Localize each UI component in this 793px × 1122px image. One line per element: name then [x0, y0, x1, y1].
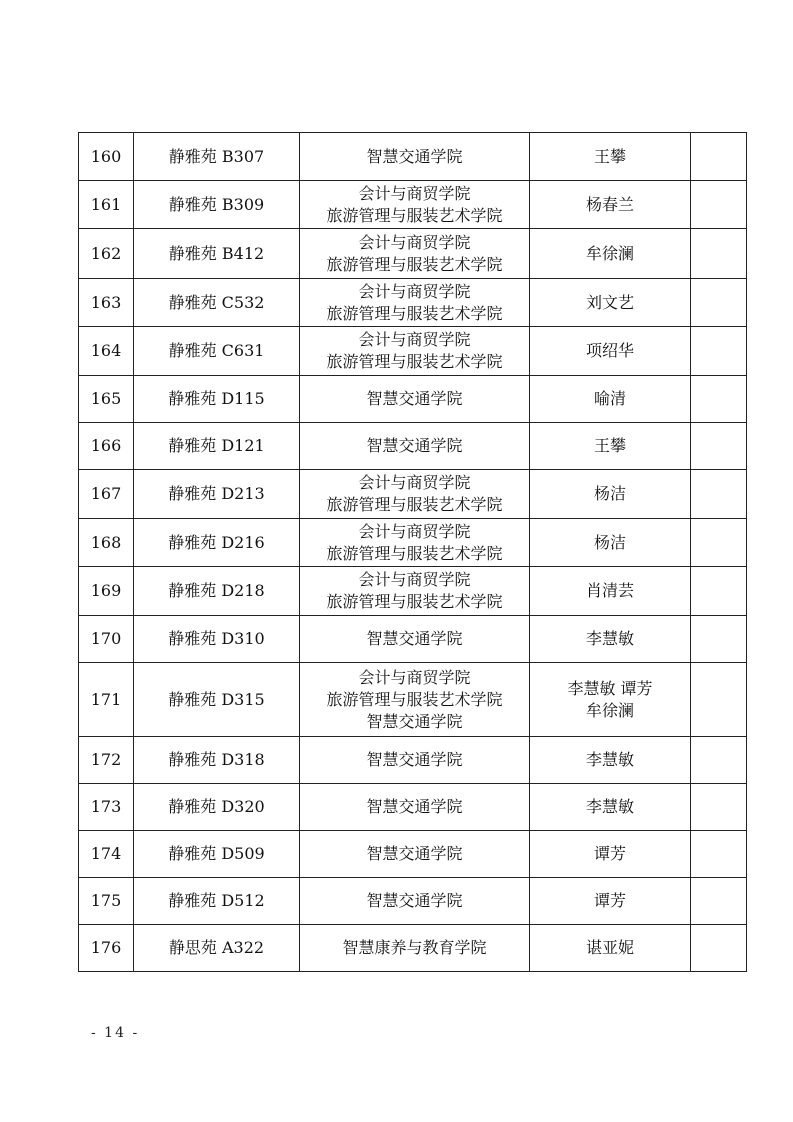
room-cell: 静雅苑 D310 [134, 616, 300, 663]
room-cell: 静雅苑 D213 [134, 470, 300, 519]
college-cell-line: 会计与商贸学院 [358, 667, 471, 687]
remark-cell [691, 181, 747, 229]
room-cell: 静雅苑 D121 [134, 423, 300, 470]
counselor-cell [530, 423, 691, 470]
college-cell [300, 376, 530, 423]
counselor-cell [530, 229, 691, 279]
table-row [79, 925, 747, 972]
remark-cell [691, 327, 747, 376]
counselor-cell [530, 376, 691, 423]
college-cell [300, 181, 530, 229]
college-cell-line: 智慧交通学院 [366, 797, 463, 816]
counselor-cell-line: 杨洁 [593, 532, 626, 552]
table-row [79, 181, 747, 229]
remark-cell [691, 616, 747, 663]
room-cell: 静雅苑 C532 [134, 279, 300, 327]
room-cell: 静雅苑 D315 [134, 663, 300, 737]
table-row [79, 423, 747, 470]
college-cell [300, 229, 530, 279]
college-cell-line: 会计与商贸学院 [358, 330, 471, 349]
college-cell [300, 784, 530, 831]
room-cell: 静雅苑 D509 [134, 831, 300, 878]
table-row [79, 470, 747, 519]
room-cell: 静雅苑 D115 [134, 376, 300, 423]
counselor-cell-line: 谌亚妮 [585, 938, 634, 957]
table-row [79, 663, 747, 737]
row-number-cell: 166 [79, 423, 134, 470]
row-number-cell: 165 [79, 376, 134, 423]
row-number-cell: 168 [79, 519, 134, 567]
college-cell-line: 旅游管理与服装艺术学院 [326, 303, 503, 323]
college-cell-line: 智慧交通学院 [366, 891, 463, 910]
college-cell [300, 616, 530, 663]
row-number-cell: 174 [79, 831, 134, 878]
counselor-cell [530, 784, 691, 831]
row-number-cell: 172 [79, 737, 134, 784]
college-cell [300, 831, 530, 878]
college-cell-line: 会计与商贸学院 [358, 232, 471, 252]
remark-cell [691, 831, 747, 878]
college-cell [300, 663, 530, 737]
counselor-cell-line: 刘文艺 [585, 292, 634, 312]
counselor-cell [530, 925, 691, 972]
college-cell [300, 423, 530, 470]
row-number-cell: 175 [79, 878, 134, 925]
counselor-cell [530, 279, 691, 327]
college-cell-line: 会计与商贸学院 [358, 281, 471, 301]
table-row [79, 567, 747, 616]
row-number-cell: 173 [79, 784, 134, 831]
dormitory-assignment-table [78, 132, 747, 972]
college-cell-line: 旅游管理与服装艺术学院 [326, 592, 503, 611]
remark-cell [691, 229, 747, 279]
room-cell: 静雅苑 B307 [134, 133, 300, 181]
counselor-cell [530, 831, 691, 878]
counselor-cell-line: 项绍华 [585, 341, 634, 360]
counselor-cell-line: 肖清芸 [585, 581, 634, 600]
counselor-cell [530, 470, 691, 519]
row-number-cell: 160 [79, 133, 134, 181]
remark-cell [691, 279, 747, 327]
remark-cell [691, 567, 747, 616]
counselor-cell-line: 李慧敏 [585, 750, 634, 769]
counselor-cell-line: 李慧敏 [585, 797, 634, 816]
college-cell [300, 133, 530, 181]
college-cell-line: 智慧康养与教育学院 [342, 938, 487, 957]
table-row [79, 737, 747, 784]
college-cell-line: 旅游管理与服装艺术学院 [326, 689, 503, 709]
room-cell: 静思苑 A322 [134, 925, 300, 972]
college-cell-line: 旅游管理与服装艺术学院 [326, 543, 503, 563]
remark-cell [691, 519, 747, 567]
remark-cell [691, 423, 747, 470]
counselor-cell [530, 327, 691, 376]
college-cell-line: 旅游管理与服装艺术学院 [326, 205, 503, 225]
table-row [79, 327, 747, 376]
college-cell [300, 327, 530, 376]
remark-cell [691, 784, 747, 831]
row-number-cell: 161 [79, 181, 134, 229]
college-cell [300, 470, 530, 519]
remark-cell [691, 925, 747, 972]
counselor-cell [530, 663, 691, 737]
row-number-cell: 169 [79, 567, 134, 616]
counselor-cell [530, 567, 691, 616]
college-cell-line: 会计与商贸学院 [358, 183, 471, 203]
remark-cell [691, 737, 747, 784]
room-cell: 静雅苑 B412 [134, 229, 300, 279]
room-cell: 静雅苑 D512 [134, 878, 300, 925]
row-number-cell: 171 [79, 663, 134, 737]
counselor-cell-line: 谭芳 [593, 844, 626, 863]
college-cell-line: 智慧交通学院 [366, 436, 463, 455]
table-row [79, 133, 747, 181]
counselor-cell [530, 737, 691, 784]
room-cell: 静雅苑 D218 [134, 567, 300, 616]
row-number-cell: 176 [79, 925, 134, 972]
table-row [79, 831, 747, 878]
counselor-cell [530, 133, 691, 181]
counselor-cell-line: 李慧敏 谭芳 [567, 678, 653, 698]
table-row [79, 229, 747, 279]
table-row [79, 784, 747, 831]
room-cell: 静雅苑 D318 [134, 737, 300, 784]
remark-cell [691, 133, 747, 181]
remark-cell [691, 470, 747, 519]
counselor-cell [530, 878, 691, 925]
table-row [79, 878, 747, 925]
room-cell: 静雅苑 D216 [134, 519, 300, 567]
college-cell [300, 279, 530, 327]
room-cell: 静雅苑 C631 [134, 327, 300, 376]
counselor-cell-line: 牟徐澜 [585, 700, 634, 720]
college-cell [300, 519, 530, 567]
row-number-cell: 164 [79, 327, 134, 376]
counselor-cell-line: 杨洁 [593, 484, 626, 503]
college-cell [300, 737, 530, 784]
college-cell-line: 旅游管理与服装艺术学院 [326, 254, 503, 274]
room-cell: 静雅苑 B309 [134, 181, 300, 229]
college-cell-line: 智慧交通学院 [366, 146, 463, 166]
counselor-cell-line: 喻清 [593, 389, 626, 408]
table-body [79, 133, 747, 972]
college-cell [300, 878, 530, 925]
counselor-cell-line: 王攀 [593, 436, 626, 455]
college-cell-line: 智慧交通学院 [366, 711, 463, 731]
counselor-cell [530, 616, 691, 663]
college-cell-line: 智慧交通学院 [366, 629, 463, 648]
table-row [79, 376, 747, 423]
college-cell-line: 会计与商贸学院 [358, 570, 471, 589]
row-number-cell: 167 [79, 470, 134, 519]
college-cell-line: 智慧交通学院 [366, 389, 463, 408]
row-number-cell: 162 [79, 229, 134, 279]
row-number-cell: 170 [79, 616, 134, 663]
counselor-cell [530, 181, 691, 229]
college-cell-line: 智慧交通学院 [366, 844, 463, 863]
college-cell-line: 会计与商贸学院 [358, 521, 471, 541]
remark-cell [691, 663, 747, 737]
college-cell-line: 会计与商贸学院 [358, 473, 471, 492]
remark-cell [691, 376, 747, 423]
row-number-cell: 163 [79, 279, 134, 327]
college-cell-line: 旅游管理与服装艺术学院 [326, 352, 503, 371]
counselor-cell-line: 谭芳 [593, 891, 626, 910]
college-cell-line: 旅游管理与服装艺术学院 [326, 495, 503, 514]
table-row [79, 519, 747, 567]
counselor-cell-line: 李慧敏 [585, 629, 634, 648]
college-cell [300, 567, 530, 616]
page-number: - 14 - [91, 1025, 140, 1041]
counselor-cell [530, 519, 691, 567]
college-cell-line: 智慧交通学院 [366, 750, 463, 769]
counselor-cell-line: 杨春兰 [585, 194, 634, 214]
table-row [79, 616, 747, 663]
counselor-cell-line: 王攀 [593, 146, 626, 166]
table-row [79, 279, 747, 327]
counselor-cell-line: 牟徐澜 [585, 243, 634, 263]
remark-cell [691, 878, 747, 925]
room-cell: 静雅苑 D320 [134, 784, 300, 831]
college-cell [300, 925, 530, 972]
